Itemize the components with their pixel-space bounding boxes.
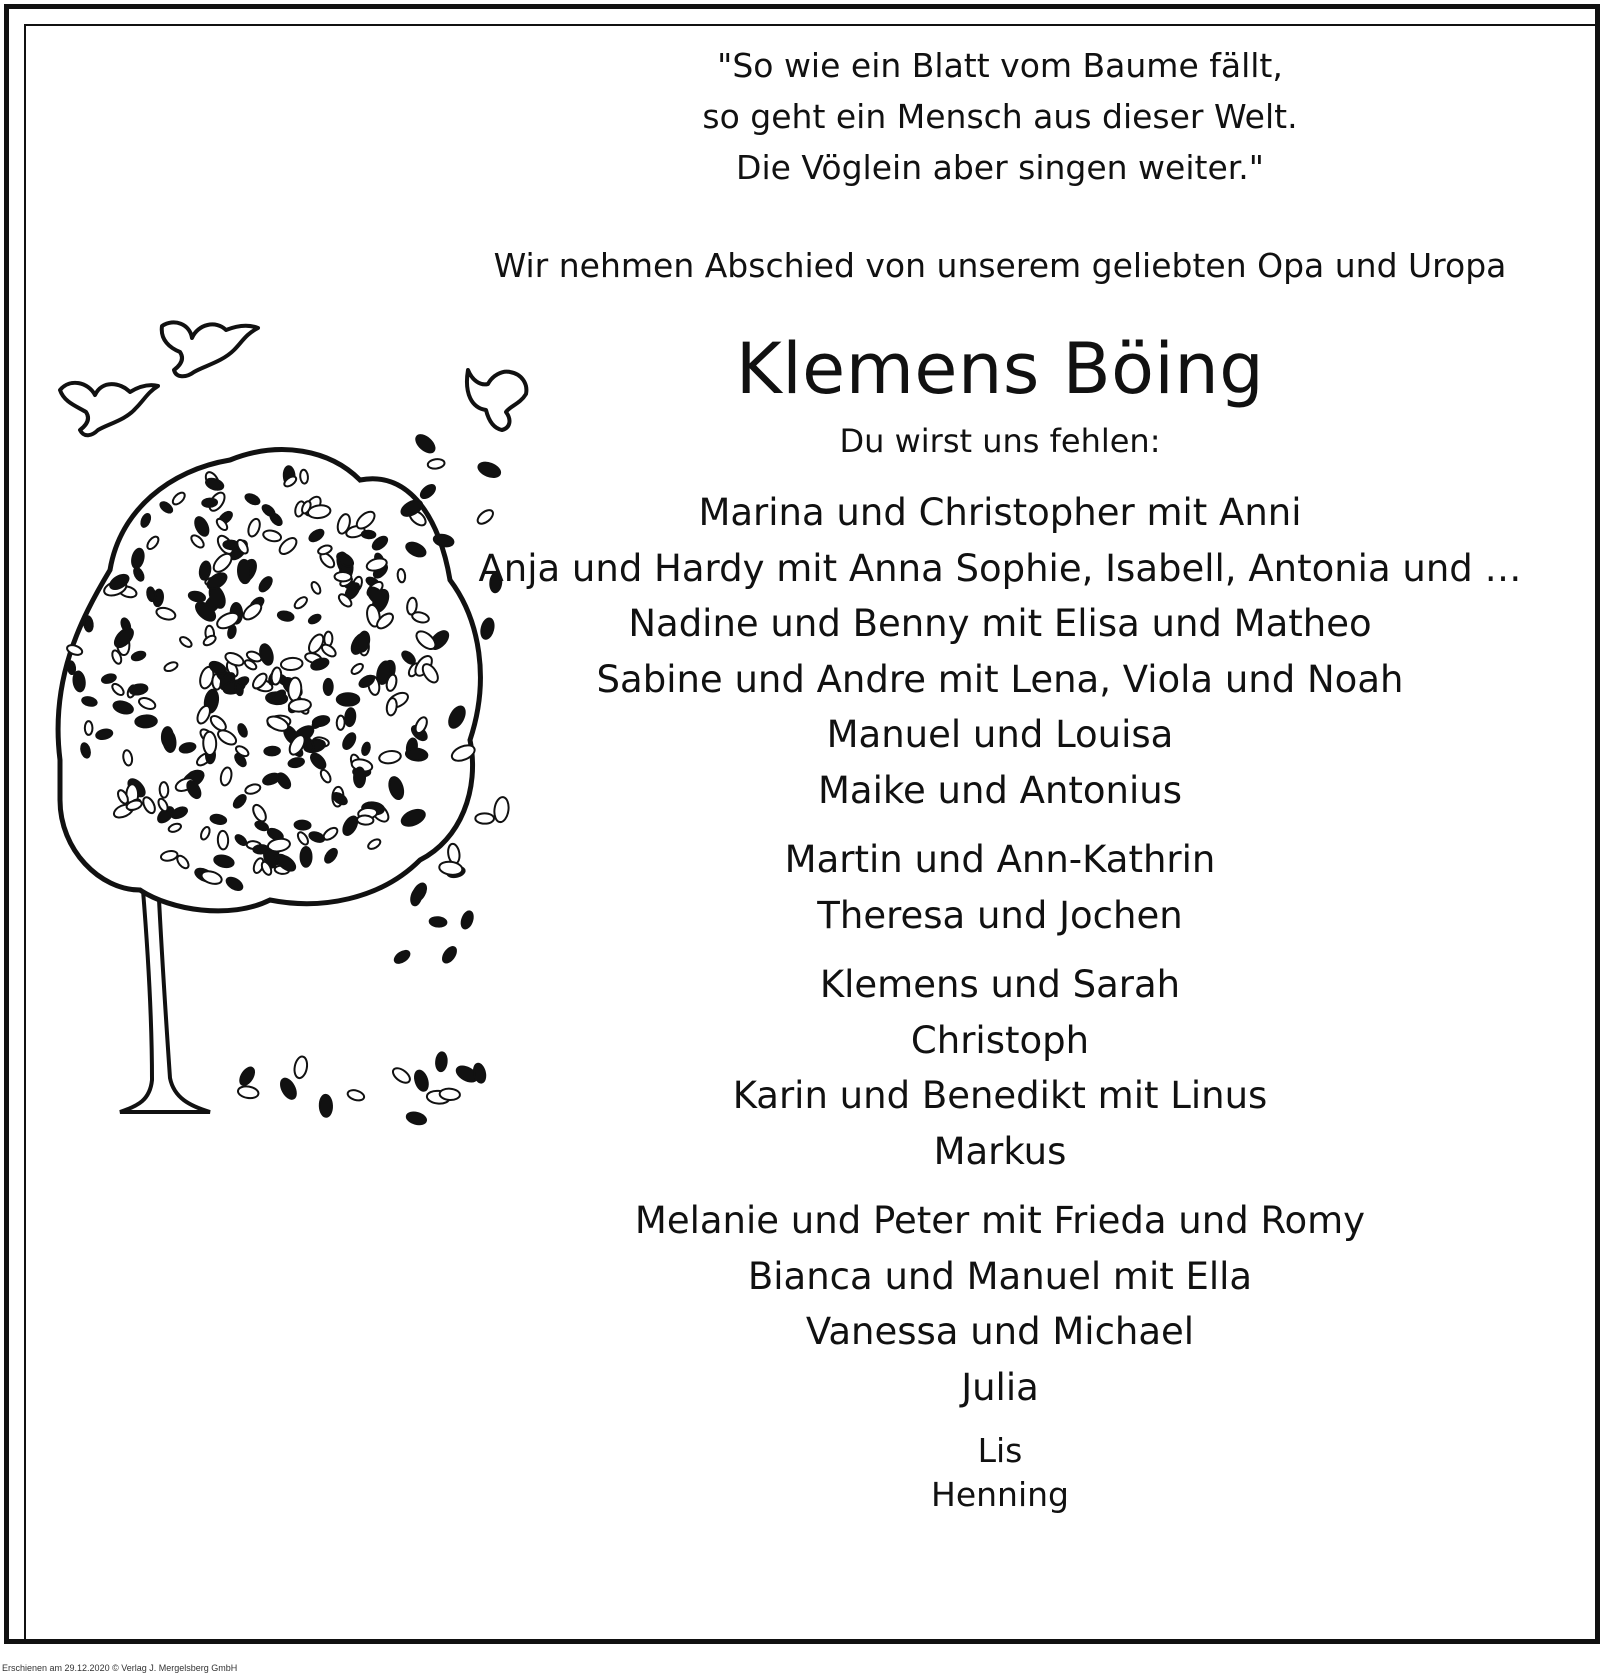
- mourner-group: [470, 485, 1530, 818]
- leaf-icon: [237, 1085, 259, 1100]
- mourner-line: Nadine und Benny mit Elisa und Matheo: [628, 602, 1372, 645]
- leaf-icon: [264, 746, 280, 755]
- mourner-line: Karin und Benedikt mit Linus: [732, 1074, 1268, 1117]
- mourner-line: Anja und Hardy mit Anna Sophie, Isabell, Antonia und …: [478, 546, 1522, 590]
- leaf-icon: [362, 530, 376, 538]
- mourner-line: Vanessa und Michael: [805, 1310, 1195, 1353]
- bird-icon: [60, 383, 158, 435]
- quote-line: Die Vöglein aber singen weiter.": [736, 148, 1264, 187]
- intro-text: Wir nehmen Abschied von unserem geliebten Opa und Uropa: [493, 246, 1507, 285]
- leaf-icon: [162, 727, 173, 747]
- mourner-line: Manuel und Louisa: [826, 713, 1174, 756]
- quote-line: "So wie ein Blatt vom Baume fällt,: [717, 46, 1283, 85]
- text-column: [470, 40, 1530, 1517]
- leaf-icon: [237, 559, 252, 583]
- subline: Du wirst uns fehlen:: [839, 422, 1161, 460]
- quote-block: [470, 40, 1530, 193]
- mourner-line: Bianca und Manuel mit Ella: [747, 1254, 1253, 1298]
- final-names: [470, 1429, 1530, 1517]
- leaf-icon: [253, 845, 268, 854]
- mourner-line: Klemens und Sarah: [819, 963, 1181, 1006]
- leaf-icon: [294, 820, 311, 830]
- quote-line: so geht ein Mensch aus dieser Welt.: [702, 97, 1298, 136]
- mourner-group: [470, 1193, 1530, 1415]
- leaf-icon: [300, 469, 309, 484]
- deceased-name: Klemens Böing: [735, 328, 1265, 410]
- leaf-icon: [159, 782, 168, 798]
- leaf-icon: [203, 732, 217, 756]
- leaf-icon: [278, 1076, 299, 1101]
- leaf-icon: [280, 657, 302, 671]
- final-name: Henning: [931, 1475, 1069, 1514]
- mourner-line: Markus: [933, 1129, 1067, 1173]
- leaf-icon: [202, 498, 217, 507]
- leaf-icon: [429, 917, 447, 928]
- leaf-icon: [346, 1088, 365, 1102]
- leaf-icon: [427, 458, 445, 469]
- publication-footer: Erschienen am 29.12.2020 © Verlag J. Mergelsberg GmbH: [2, 1663, 238, 1673]
- leaf-icon: [337, 693, 359, 706]
- leaf-icon: [406, 1111, 428, 1127]
- leaf-icon: [413, 432, 437, 456]
- leaf-icon: [135, 715, 157, 728]
- mourner-line: Marina und Christopher mit Anni: [698, 491, 1302, 534]
- final-name: Lis: [977, 1431, 1023, 1470]
- leaf-icon: [334, 572, 351, 582]
- mourner-line: Sabine und Andre mit Lena, Viola und Noah: [596, 657, 1404, 701]
- leaf-icon: [410, 881, 429, 903]
- bird-icon: [162, 322, 258, 376]
- leaf-icon: [288, 677, 302, 701]
- mourner-line: Martin und Ann-Kathrin: [784, 838, 1216, 881]
- mourner-line: Maike und Antonius: [817, 768, 1183, 812]
- leaf-icon: [390, 1065, 412, 1085]
- leaf-icon: [301, 847, 312, 867]
- leaf-icon: [324, 679, 333, 695]
- leaf-icon: [237, 1065, 256, 1087]
- leaf-icon: [439, 1088, 460, 1101]
- leaf-icon: [397, 569, 406, 583]
- leaf-icon: [67, 661, 76, 675]
- leaf-icon: [354, 767, 365, 787]
- leaf-icon: [393, 949, 412, 966]
- tree-illustration: [40, 320, 540, 1200]
- leaf-icon: [419, 483, 438, 501]
- leaf-icon: [438, 860, 463, 876]
- mourner-group: [470, 832, 1530, 943]
- leaf-icon: [357, 815, 374, 825]
- leaf-icon: [293, 1055, 309, 1079]
- mourner-line: Theresa und Jochen: [817, 893, 1183, 937]
- mourner-line: Christoph: [910, 1018, 1090, 1062]
- mourner-line: Melanie und Peter mit Frieda und Romy: [634, 1199, 1366, 1242]
- leaf-icon: [440, 945, 458, 965]
- mourner-group: [470, 957, 1530, 1179]
- leaf-icon: [337, 716, 345, 730]
- leaf-icon: [435, 1052, 447, 1072]
- leaf-icon: [218, 831, 229, 850]
- mourner-line: Julia: [961, 1365, 1039, 1409]
- leaf-icon: [413, 1069, 431, 1092]
- leaf-icon: [319, 1095, 332, 1117]
- leaf-icon: [85, 721, 93, 735]
